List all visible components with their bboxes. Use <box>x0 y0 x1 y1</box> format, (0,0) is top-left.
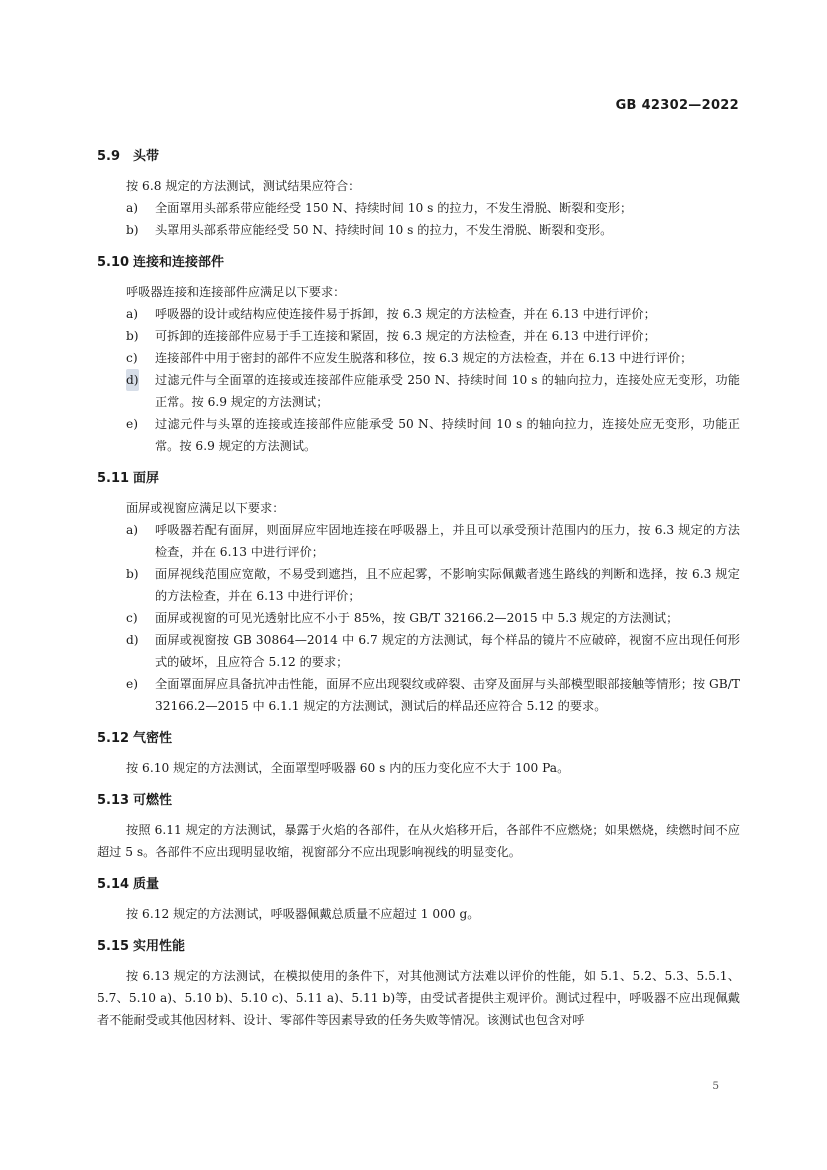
list-item <box>97 219 740 241</box>
section-intro: 按 6.13 规定的方法测试，在模拟使用的条件下，对其他测试方法难以评价的性能，如 5.1、5.2、5.3、5.5.1、5.7、5.10 a)、5.10 b)、5.10 c)、5.11 a)、5.11 b)等，由受试者提供主观评价。测试过程中，呼吸器不应出现佩戴者不能耐受或其他因材料、设计、零部件等因素导致的任务失败等情况。该测试也包含对呼 <box>97 969 740 1027</box>
section-number: 5.9 <box>97 149 121 164</box>
section-number: 5.14 <box>97 877 130 892</box>
list-item-text: 呼吸器若配有面屏，则面屏应牢固地连接在呼吸器上，并且可以承受预计范围内的压力，按 6.3 规定的方法检查，并在 6.13 中进行评价； <box>155 523 740 559</box>
page-number: 5 <box>712 1080 719 1092</box>
list-marker: a) <box>126 523 139 537</box>
list-item <box>97 607 740 629</box>
list-item-text: 可拆卸的连接部件应易于手工连接和紧固，按 6.3 规定的方法检查，并在 6.13 中进行评价； <box>155 329 656 343</box>
section-intro: 按照 6.11 规定的方法测试，暴露于火焰的各部件，在从火焰移开后，各部件不应燃烧；如果燃烧，续燃时间不应超过 5 s。各部件不应出现明显收缩，视窗部分不应出现影响视线的明显变化。 <box>97 823 740 859</box>
list-item-text: 全面罩用头部系带应能经受 150 N、持续时间 10 s 的拉力，不发生滑脱、断裂和变形； <box>155 201 633 215</box>
section-5-10 <box>97 252 740 457</box>
list-item <box>97 629 740 673</box>
section-5-15 <box>97 936 740 1031</box>
section-heading <box>97 146 740 168</box>
section-intro: 面屏或视窗应满足以下要求： <box>126 501 285 515</box>
list-item-text: 面屏或视窗的可见光透射比应不小于 85%，按 GB/T 32166.2—2015 中 5.3 规定的方法测试； <box>155 611 679 625</box>
section-title: 质量 <box>133 877 160 892</box>
section-title: 面屏 <box>133 471 160 486</box>
section-5-14 <box>97 874 740 925</box>
list-item <box>97 519 740 563</box>
section-heading <box>97 468 740 490</box>
section-title: 头带 <box>133 149 160 164</box>
section-heading <box>97 252 740 274</box>
section-number: 5.10 <box>97 255 130 270</box>
section-intro: 呼吸器连接和连接部件应满足以下要求： <box>126 285 346 299</box>
list-marker: e) <box>126 417 138 431</box>
list-item <box>97 197 740 219</box>
section-5-13 <box>97 790 740 863</box>
section-5-11 <box>97 468 740 717</box>
section-intro: 按 6.8 规定的方法测试，测试结果应符合： <box>126 179 361 193</box>
section-heading <box>97 790 740 812</box>
section-intro: 按 6.12 规定的方法测试，呼吸器佩戴总质量不应超过 1 000 g。 <box>126 907 480 921</box>
list-item-text: 面屏或视窗按 GB 30864—2014 中 6.7 规定的方法测试，每个样品的镜片不应破碎，视窗不应出现任何形式的破坏，且应符合 5.12 的要求； <box>155 633 740 669</box>
list-marker: d) <box>126 369 139 391</box>
list-item <box>97 303 740 325</box>
list-marker: b) <box>126 567 139 581</box>
list-marker: b) <box>126 329 139 343</box>
list-marker: b) <box>126 223 139 237</box>
list-item <box>97 325 740 347</box>
standard-code: GB 42302—2022 <box>615 98 739 113</box>
list-item-text: 面屏视线范围应宽敞，不易受到遮挡，且不应起雾，不影响实际佩戴者逃生路线的判断和选择，按 6.3 规定的方法检查，并在 6.13 中进行评价； <box>155 567 740 603</box>
section-number: 5.12 <box>97 731 130 746</box>
section-number: 5.13 <box>97 793 130 808</box>
list-marker: a) <box>126 307 139 321</box>
section-title: 可燃性 <box>133 793 173 808</box>
section-number: 5.15 <box>97 939 130 954</box>
list-item <box>97 413 740 457</box>
list-marker: c) <box>126 351 138 365</box>
list-item-text: 过滤元件与头罩的连接或连接部件应能承受 50 N、持续时间 10 s 的轴向拉力，连接处应无变形，功能正常。按 6.9 规定的方法测试。 <box>155 417 740 453</box>
list-item-text: 呼吸器的设计或结构应使连接件易于拆卸，按 6.3 规定的方法检查，并在 6.13 中进行评价； <box>155 307 656 321</box>
list-item <box>97 369 740 413</box>
list-item <box>97 347 740 369</box>
list-marker: d) <box>126 633 139 647</box>
list-item-text: 过滤元件与全面罩的连接或连接部件应能承受 250 N、持续时间 10 s 的轴向拉力，连接处应无变形，功能正常。按 6.9 规定的方法测试； <box>155 373 740 409</box>
list-marker: e) <box>126 677 138 691</box>
list-item <box>97 673 740 717</box>
list-item-text: 头罩用头部系带应能经受 50 N、持续时间 10 s 的拉力，不发生滑脱、断裂和变形。 <box>155 223 613 237</box>
list-item-text: 连接部件中用于密封的部件不应发生脱落和移位，按 6.3 规定的方法检查，并在 6.13 中进行评价； <box>155 351 693 365</box>
section-title: 连接和连接部件 <box>133 255 225 270</box>
list-marker: a) <box>126 201 139 215</box>
document-body <box>97 146 740 1042</box>
section-5-12 <box>97 728 740 779</box>
section-title: 实用性能 <box>133 939 186 954</box>
list-marker: c) <box>126 611 138 625</box>
section-intro: 按 6.10 规定的方法测试，全面罩型呼吸器 60 s 内的压力变化应不大于 100 Pa。 <box>126 761 570 775</box>
section-number: 5.11 <box>97 471 130 486</box>
section-heading <box>97 936 740 958</box>
section-5-9 <box>97 146 740 241</box>
list-item <box>97 563 740 607</box>
section-heading <box>97 874 740 896</box>
section-heading <box>97 728 740 750</box>
list-item-text: 全面罩面屏应具备抗冲击性能，面屏不应出现裂纹或碎裂、击穿及面屏与头部模型眼部接触等情形；按 GB/T 32166.2—2015 中 6.1.1 规定的方法测试，测试后的样品还应符合 5.12 的要求。 <box>155 677 740 713</box>
section-title: 气密性 <box>133 731 173 746</box>
